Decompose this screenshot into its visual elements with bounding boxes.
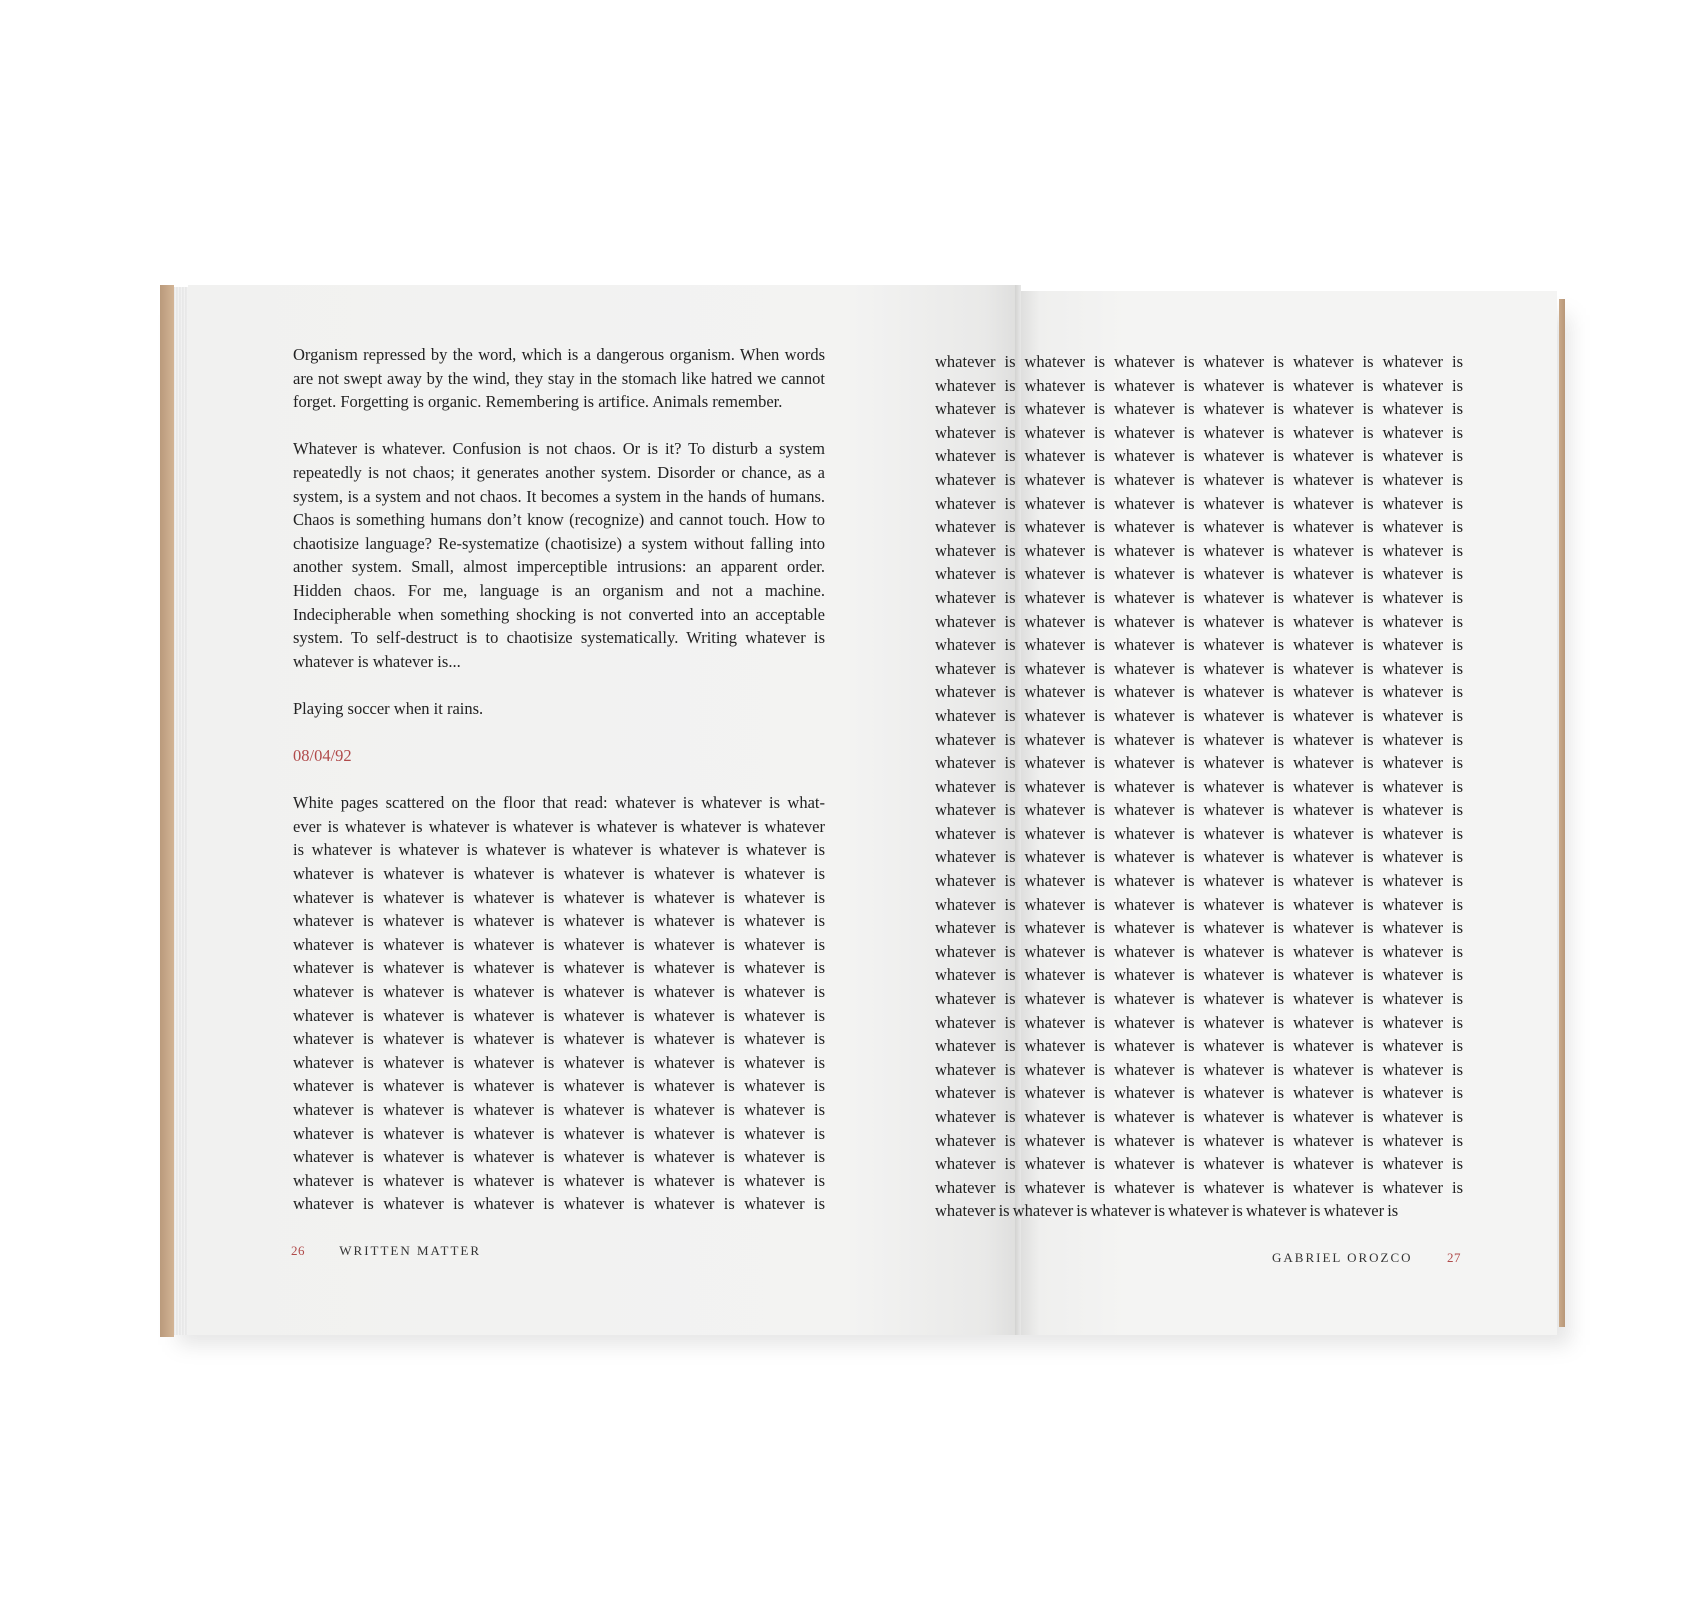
repeated-line: whatever is whatever is whatever is whatever is whatever is whatever is: [935, 894, 1463, 914]
repeated-line: whatever is whatever is whatever is whatever is whatever is whatever is: [935, 564, 1463, 584]
entry-line: whatever is whatever is whatever is whatever is whatever is whatever is: [293, 1194, 825, 1214]
repeated-line: whatever is whatever is whatever is whatever is whatever is whatever is: [935, 1107, 1463, 1126]
repeated-line: whatever is whatever is whatever is whatever is whatever is whatever is: [935, 1130, 1463, 1150]
repeated-line: whatever is whatever is whatever is whatever is whatever is whatever is: [935, 918, 1463, 938]
entry-line: is whatever is whatever is whatever is whatever is whatever is whatever is: [293, 840, 825, 860]
running-head-left: WRITTEN MATTER: [339, 1243, 481, 1258]
entry-date: 08/04/92: [293, 746, 352, 766]
page-number-left: 26: [291, 1243, 305, 1258]
entry-line: ever is whatever is whatever is whatever is whatever is whatever is whatever: [293, 816, 825, 836]
book-cover-edge-left: [160, 285, 174, 1337]
repeated-line: whatever is whatever is whatever is whatever is whatever is whatever is: [935, 1083, 1463, 1103]
repeated-line: whatever is whatever is whatever is whatever is whatever is whatever is: [935, 611, 1463, 631]
repeated-line: whatever is whatever is whatever is whatever is whatever is whatever is: [935, 540, 1463, 560]
entry-line: White pages scattered on the floor that read: whatever is whatever is what-: [293, 793, 825, 813]
entry-line: whatever is whatever is whatever is whatever is whatever is whatever is: [293, 1123, 825, 1143]
repeated-line: whatever is whatever is whatever is whatever is whatever is whatever is: [935, 399, 1463, 419]
entry-line: whatever is whatever is whatever is whatever is whatever is whatever is: [293, 982, 825, 1002]
repeated-line: whatever is whatever is whatever is whatever is whatever is whatever is: [935, 682, 1463, 702]
repeated-line: whatever is whatever is whatever is whatever is whatever is whatever is: [935, 422, 1463, 442]
repeated-line: whatever is whatever is whatever is whatever is whatever is whatever is: [935, 871, 1463, 891]
entry-line: whatever is whatever is whatever is whatever is whatever is whatever is: [293, 911, 825, 931]
repeated-line: whatever is whatever is whatever is whatever is whatever is whatever is: [935, 517, 1463, 537]
repeated-line: whatever is whatever is whatever is whatever is whatever is whatever is: [935, 375, 1463, 395]
repeated-line: whatever is whatever is whatever is whatever is whatever is whatever is: [935, 1177, 1463, 1197]
repeated-line: whatever is whatever is whatever is whatever is whatever is whatever is: [935, 1036, 1463, 1056]
entry-line: whatever is whatever is whatever is whatever is whatever is whatever is: [293, 1052, 825, 1072]
paragraph-organism: Organism repressed by the word, which is a dangerous organism. When words are not swept away by the wind, they stay in the stomach like hatred we cannot forget. Forgetting is organic. Remembering is artifice. Animals remember.: [293, 345, 825, 412]
entry-line: whatever is whatever is whatever is whatever is whatever is whatever is: [293, 864, 825, 884]
entry-line: whatever is whatever is whatever is whatever is whatever is whatever is: [293, 1147, 825, 1167]
repeated-line: whatever is whatever is whatever is whatever is whatever is whatever is: [935, 800, 1463, 820]
entry-line: whatever is whatever is whatever is whatever is whatever is whatever is: [293, 1076, 825, 1096]
right-page-text: [935, 350, 1463, 1223]
repeated-line: whatever is whatever is whatever is whatever is whatever is whatever is: [935, 753, 1463, 773]
repeated-line: whatever is whatever is whatever is whatever is whatever is whatever is: [935, 493, 1463, 513]
repeated-line: whatever is whatever is whatever is whatever is whatever is whatever is: [935, 587, 1463, 607]
entry-line: whatever is whatever is whatever is whatever is whatever is whatever is: [293, 1005, 825, 1025]
entry-line: whatever is whatever is whatever is whatever is whatever is whatever is: [293, 1170, 825, 1190]
repeated-line: whatever is whatever is whatever is whatever is whatever is whatever is: [935, 776, 1463, 796]
entry-line: whatever is whatever is whatever is whatever is whatever is whatever is: [293, 934, 825, 954]
page-number-right: 27: [1447, 1250, 1462, 1265]
repeated-line: whatever is whatever is whatever is whatever is whatever is whatever is: [935, 823, 1463, 843]
repeated-line: whatever is whatever is whatever is whatever is whatever is whatever is: [935, 446, 1463, 466]
entry-line: whatever is whatever is whatever is whatever is whatever is whatever is: [293, 958, 825, 978]
folio-left: [291, 1243, 481, 1259]
repeated-line: whatever is whatever is whatever is whatever is whatever is whatever is: [935, 635, 1463, 655]
repeated-line: whatever is whatever is whatever is whatever is whatever is whatever is: [935, 352, 1463, 371]
repeated-line: whatever is whatever is whatever is whatever is whatever is whatever is: [935, 847, 1463, 867]
repeated-line: whatever is whatever is whatever is whatever is whatever is whatever is: [935, 941, 1463, 961]
repeated-line: whatever is whatever is whatever is whatever is whatever is whatever is: [935, 469, 1463, 489]
repeated-line: whatever is whatever is whatever is whatever is whatever is whatever is: [935, 1059, 1463, 1079]
folio-right: [1272, 1250, 1461, 1266]
paragraph-soccer: Playing soccer when it rains.: [293, 698, 484, 718]
repeated-line: whatever is whatever is whatever is whatever is whatever is whatever is: [935, 1154, 1463, 1174]
repeated-line: whatever is whatever is whatever is whatever is whatever is whatever is: [935, 729, 1463, 749]
entry-text: [293, 791, 825, 1216]
repeated-line: whatever is whatever is whatever is whatever is whatever is whatever is: [935, 989, 1463, 1009]
left-page-text: [293, 343, 825, 1216]
paragraph-whatever: Whatever is whatever. Confusion is not chaos. Or is it? To disturb a system repeatedly is not chaos; it generates another system. Disorder or chance, as a system, is a system and not chaos. It becomes a system in the hands of humans. Chaos is something humans don’t know (recognize) and cannot touch. How to chaotisize language? Re-systematize (chaotisize) a system without falling into another system. Small, almost imperceptible intrusions: an apparent order. Hidden chaos. For me, language is an organism and not a machine. Indecipherable when something shocking is not converted into an acceptable system. To self-destruct is to chaotisize systematically. Writing whatever is whatever is whatever is...: [293, 439, 825, 671]
repeated-line: whatever is whatever is whatever is whatever is whatever is whatever is: [935, 705, 1463, 725]
repeated-line-last: whatever is whatever is whatever is whatever is whatever is whatever is: [935, 1201, 1399, 1221]
book-cover-edge-right: [1559, 299, 1565, 1327]
entry-line: whatever is whatever is whatever is whatever is whatever is whatever is: [293, 1029, 825, 1049]
running-head-right: GABRIEL OROZCO: [1272, 1250, 1413, 1265]
entry-line: whatever is whatever is whatever is whatever is whatever is whatever is: [293, 887, 825, 907]
repeated-line: whatever is whatever is whatever is whatever is whatever is whatever is: [935, 658, 1463, 678]
repeated-line: whatever is whatever is whatever is whatever is whatever is whatever is: [935, 1012, 1463, 1032]
repeated-line: whatever is whatever is whatever is whatever is whatever is whatever is: [935, 965, 1463, 985]
entry-line: whatever is whatever is whatever is whatever is whatever is whatever is: [293, 1100, 825, 1119]
